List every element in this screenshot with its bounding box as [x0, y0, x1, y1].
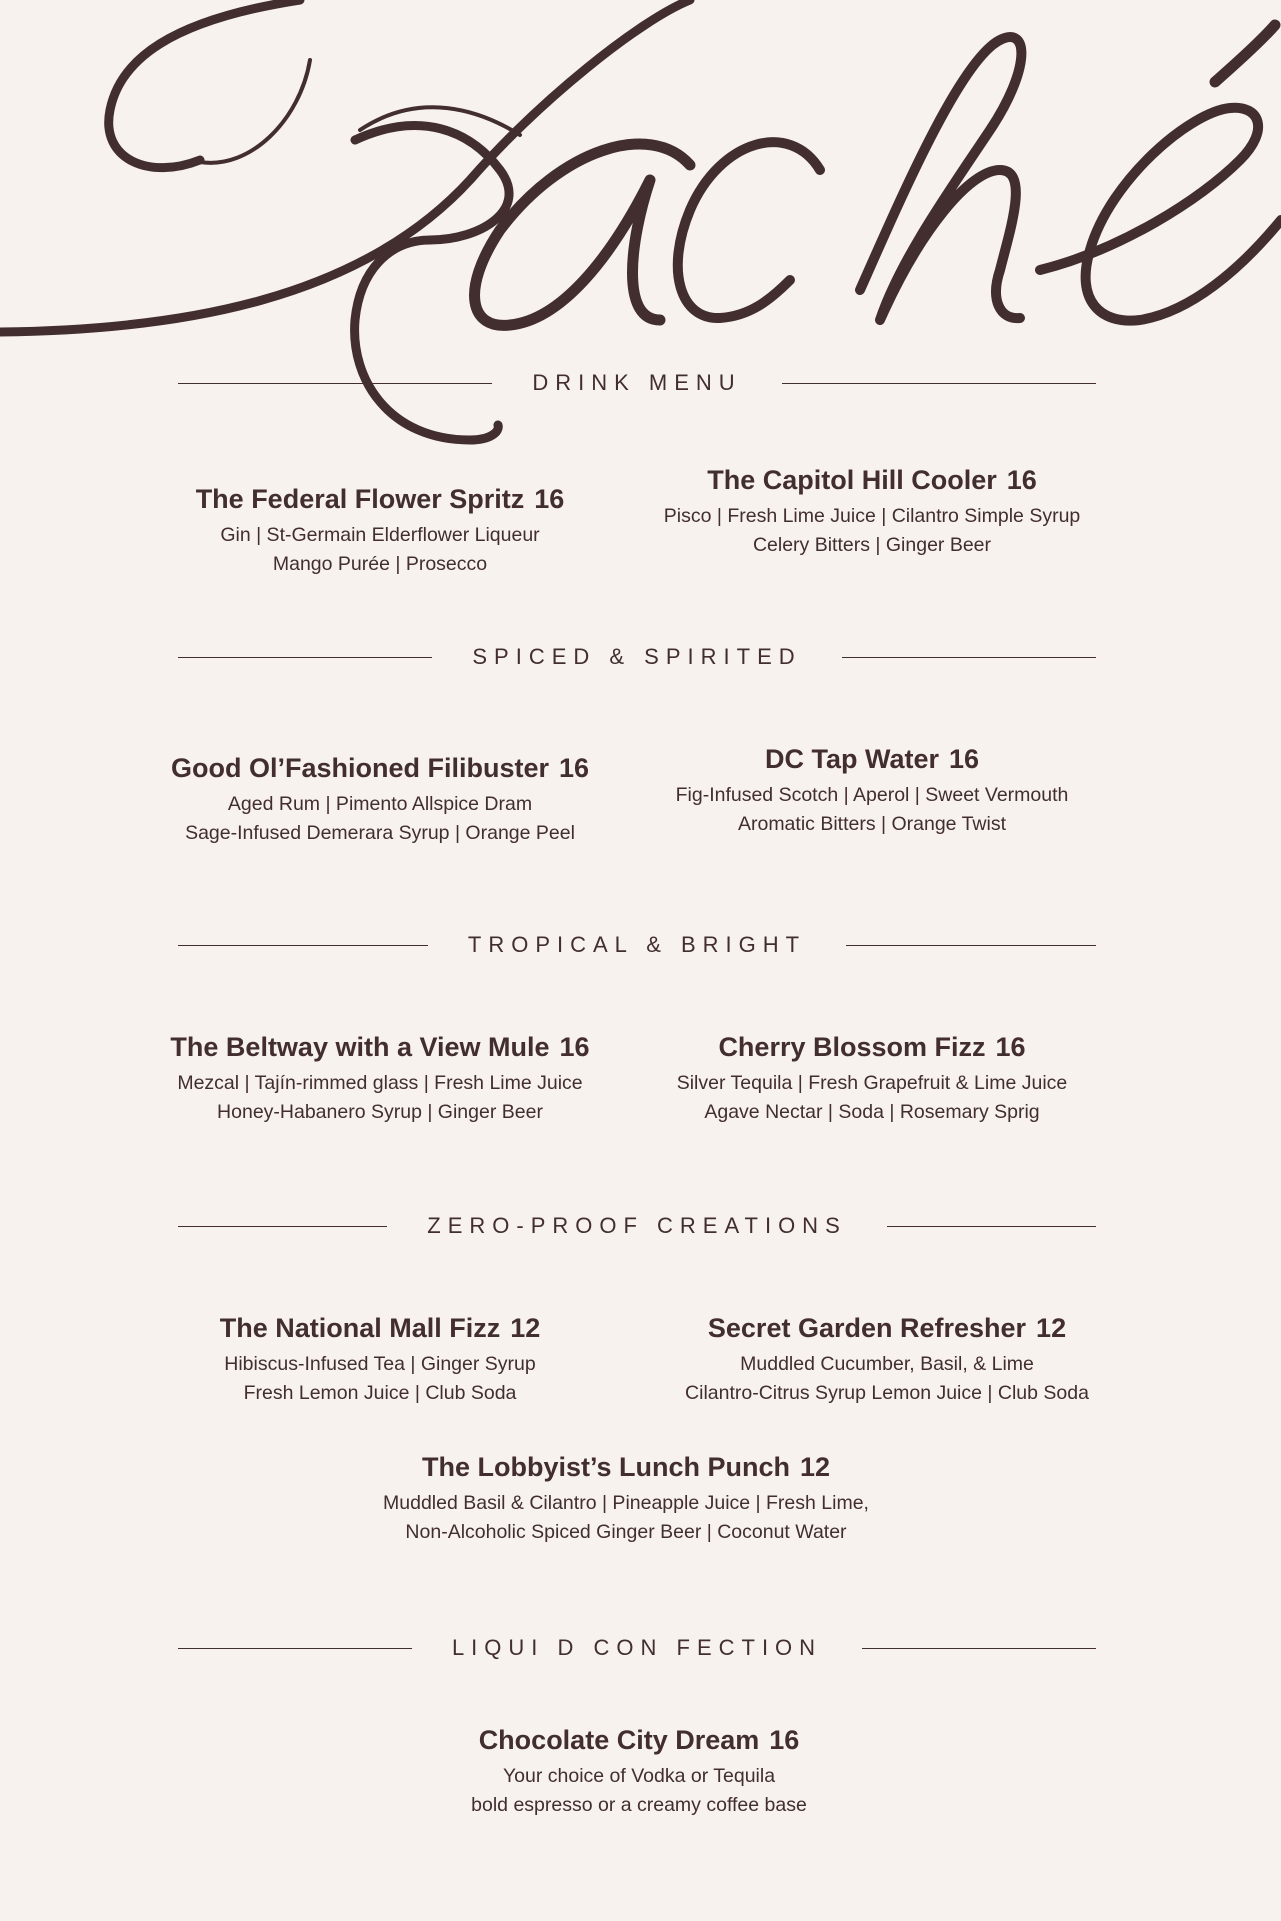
- item-ingredients: Muddled Cucumber, Basil, & Lime: [740, 1353, 1034, 1375]
- menu-item: [592, 465, 1152, 560]
- item-price: 16: [558, 753, 590, 783]
- menu-title-rule: [178, 368, 1096, 398]
- item-ingredients: Pisco | Fresh Lime Juice | Cilantro Simple Syrup: [663, 505, 1081, 527]
- item-price: 16: [1006, 465, 1037, 495]
- section-title: ZERO-PROOF CREATIONS: [427, 1213, 847, 1238]
- menu-item: [100, 753, 660, 848]
- item-ingredients: Sage-Infused Demerara Syrup | Orange Peel: [185, 822, 575, 844]
- item-ingredients: Hibiscus-Infused Tea | Ginger Syrup: [224, 1353, 536, 1375]
- item-ingredients: Non-Alcoholic Spiced Ginger Beer | Coconut Water: [405, 1521, 847, 1543]
- divider-line: [842, 657, 1096, 658]
- item-name: DC Tap Water: [764, 744, 939, 774]
- item-name: The Federal Flower Spritz: [195, 484, 525, 514]
- item-price: 12: [799, 1452, 831, 1482]
- menu-item: [359, 1725, 919, 1820]
- item-ingredients: Gin | St-Germain Elderflower Liqueur: [220, 524, 540, 546]
- section-title: LIQUI D CON FECTION: [451, 1635, 823, 1660]
- section-title: TROPICAL & BRIGHT: [467, 932, 807, 957]
- item-name: The Capitol Hill Cooler: [707, 465, 997, 495]
- item-ingredients: bold espresso or a creamy coffee base: [471, 1794, 807, 1816]
- item-ingredients: Aromatic Bitters | Orange Twist: [737, 813, 1007, 835]
- menu-item: [592, 744, 1152, 839]
- item-ingredients: Silver Tequila | Fresh Grapefruit & Lime Juice: [676, 1072, 1068, 1094]
- item-ingredients: Muddled Basil & Cilantro | Pineapple Juice | Fresh Lime,: [383, 1492, 869, 1514]
- item-name: Chocolate City Dream: [478, 1725, 760, 1755]
- item-ingredients: Honey-Habanero Syrup | Ginger Beer: [217, 1101, 543, 1123]
- item-price: 12: [510, 1313, 541, 1343]
- menu-item: [607, 1313, 1167, 1408]
- menu-item: [100, 1032, 660, 1127]
- divider-line: [178, 383, 492, 384]
- item-ingredients: Your choice of Vodka or Tequila: [502, 1765, 776, 1787]
- menu-item: [346, 1452, 906, 1547]
- item-ingredients: Mezcal | Tajín-rimmed glass | Fresh Lime Juice: [177, 1072, 583, 1094]
- item-price: 16: [995, 1032, 1026, 1062]
- item-price: 16: [948, 744, 980, 774]
- section-header-confection: [178, 1633, 1096, 1663]
- section-title: SPICED & SPIRITED: [472, 644, 802, 669]
- item-ingredients: Fig-Infused Scotch | Aperol | Sweet Vermouth: [675, 784, 1069, 806]
- section-header-tropical: [178, 930, 1096, 960]
- menu-item: [100, 1313, 660, 1408]
- menu-title: DRINK MENU: [532, 370, 742, 395]
- divider-line: [178, 1648, 412, 1649]
- menu-item: [100, 484, 660, 579]
- divider-line: [887, 1226, 1096, 1227]
- item-name: The National Mall Fizz: [219, 1313, 501, 1343]
- item-name: The Lobbyist’s Lunch Punch: [421, 1452, 790, 1482]
- divider-line: [178, 657, 432, 658]
- menu-item: [592, 1032, 1152, 1127]
- divider-line: [178, 1226, 387, 1227]
- item-ingredients: Cilantro-Citrus Syrup Lemon Juice | Club Soda: [685, 1382, 1089, 1404]
- item-price: 16: [559, 1032, 590, 1062]
- divider-line: [782, 383, 1096, 384]
- section-header-spiced: [178, 642, 1096, 672]
- divider-line: [846, 945, 1096, 946]
- item-ingredients: Mango Purée | Prosecco: [272, 553, 488, 575]
- item-price: 16: [534, 484, 565, 514]
- item-ingredients: Celery Bitters | Ginger Beer: [752, 534, 992, 556]
- item-price: 12: [1036, 1313, 1067, 1343]
- section-header-zero-proof: [178, 1211, 1096, 1241]
- item-ingredients: Agave Nectar | Soda | Rosemary Sprig: [704, 1101, 1040, 1123]
- item-name: Secret Garden Refresher: [707, 1313, 1027, 1343]
- item-price: 16: [769, 1725, 800, 1755]
- item-name: Good Ol’Fashioned Filibuster: [170, 753, 549, 783]
- item-ingredients: Aged Rum | Pimento Allspice Dram: [227, 793, 533, 815]
- item-name: The Beltway with a View Mule: [170, 1032, 550, 1062]
- item-ingredients: Fresh Lemon Juice | Club Soda: [243, 1382, 517, 1404]
- divider-line: [862, 1648, 1096, 1649]
- item-name: Cherry Blossom Fizz: [718, 1032, 986, 1062]
- divider-line: [178, 945, 428, 946]
